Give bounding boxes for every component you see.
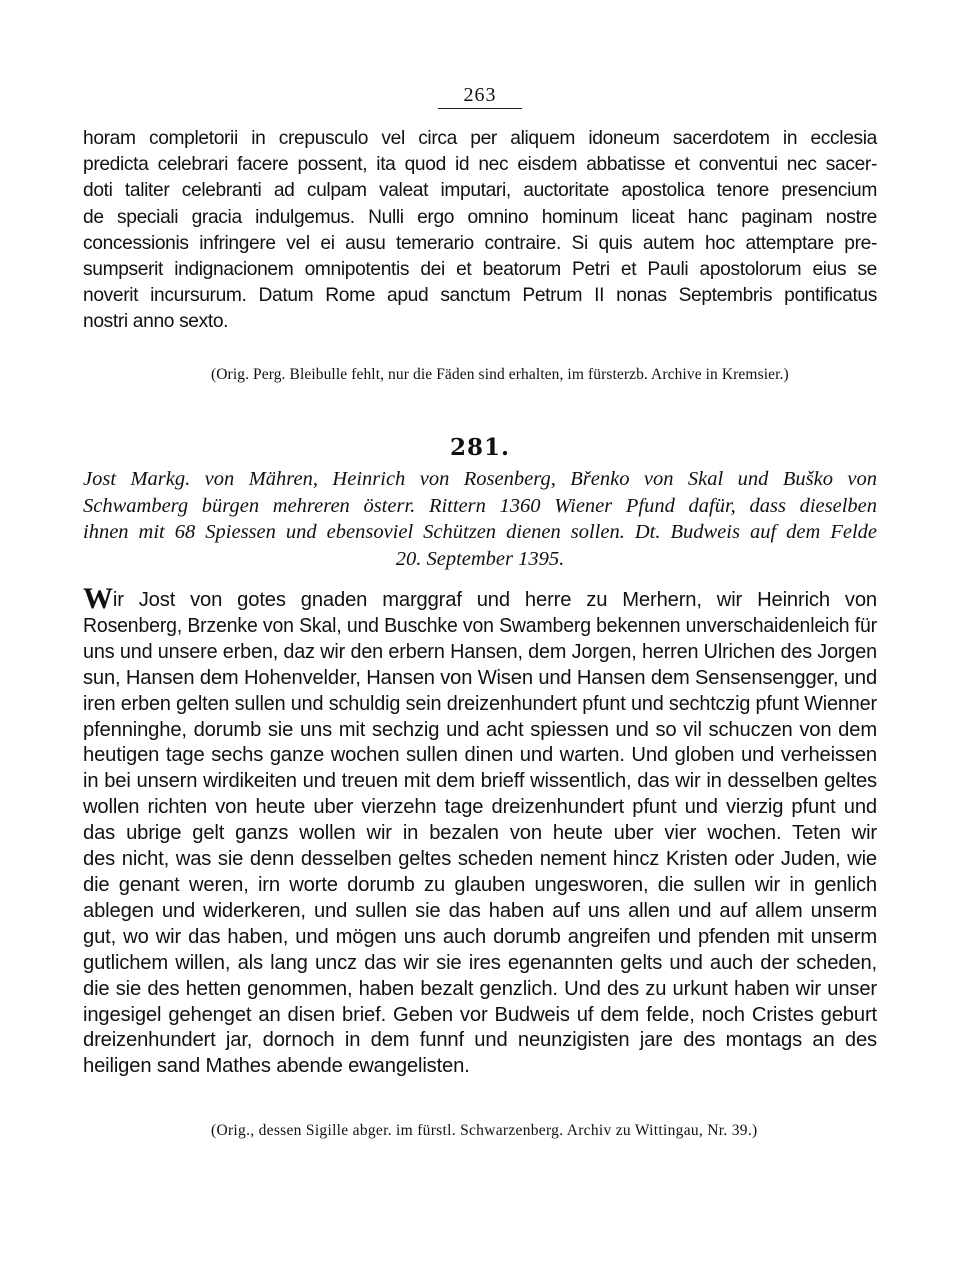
document-number: 281. — [449, 434, 511, 461]
text-line: die genant weren, irn worte dorumb zu glauben ungesworen, die sullen wir in genlich — [83, 873, 877, 896]
page-number: 263 — [463, 84, 497, 106]
text-line: heutigen tage sechs ganze wochen sullen dinen und warten. Und globen und verheissen — [83, 744, 877, 767]
text-line: das ubrige gelt ganzs wollen wir in bezalen von heute uber vier wochen. Teten wir — [83, 822, 877, 845]
text-line: dreizenhundert jar, dornoch in dem funnf und neunzigisten jare des montags an des — [83, 1029, 877, 1052]
text-line: des nicht, was sie denn desselben geltes scheden nement hincz Kristen oder Juden, wie — [83, 848, 877, 871]
text-line: nostri anno sexto. — [83, 311, 229, 333]
text-line: pfenninghe, dorumb sie uns mit sechzig und acht spiessen und so vil schuczen von dem — [83, 718, 877, 741]
source-note: (Orig., dessen Sigille abger. im fürstl. Schwarzenberg. Archiv zu Wittingau, Nr. 39.) — [211, 1122, 758, 1139]
text-line: doti taliter celebranti ad culpam valeat imputari, auctoritate apostolica tenore presencium — [83, 180, 877, 202]
text-line: gut, wo wir das haben, und mögen uns auch dorumb angreifen und pfenden mit unserm — [83, 925, 877, 948]
text-line: ingesigel gehenget an disen brief. Geben vor Budweis uf dem felde, noch Cristes geburt — [83, 1003, 877, 1026]
text-line: Rosenberg, Brzenke von Skal, und Buschke von Swamberg bekennen unverschaidenleich für — [83, 614, 878, 637]
text-line: in bei unsern wirdikeiten und treuen mit dem brieff wissentlich, das wir in desselben geltes — [83, 770, 877, 793]
text-line: heiligen sand Mathes abende ewangelisten. — [83, 1055, 470, 1078]
text-line: wollen richten von heute uber vierzehn tage dreizenhundert pfunt und vierzig pfunt und — [83, 796, 877, 819]
text-line: sun, Hansen dem Hohenvelder, Hansen von Wisen und Hansen dem Sensensengger, und — [83, 666, 878, 689]
summary-line: Schwamberg bürgen mehreren österr. Rittern 1360 Wiener Pfund dafür, dass dieselben — [83, 494, 877, 517]
text-line: concessionis infringere vel ei ausu temerario contraire. Si quis autem hoc attemptare pre- — [83, 232, 877, 254]
summary-date: 20. September 1395. — [395, 547, 565, 570]
first-line-rest: ir Jost von gotes gnaden marggraf und herre zu Merhern, wir Heinrich von — [112, 589, 877, 611]
text-line: sumpserit indignacionem omnipotentis dei et beatorum Petri et Pauli apostolorum eius se — [83, 259, 877, 281]
summary-line: Jost Markg. von Mähren, Heinrich von Rosenberg, Břenko von Skal und Buško von — [83, 468, 877, 490]
text-line: noverit incursurum. Datum Rome apud sanctum Petrum II nonas Septembris pontificatus — [83, 285, 877, 307]
text-line: ablegen und widerkeren, und sullen sie das haben auf uns allen und auf allem unserm — [83, 899, 877, 922]
summary-line: ihnen mit 68 Spiessen und ebensoviel Schützen dienen sollen. Dt. Budweis auf dem Felde — [83, 521, 877, 543]
text-line: die sie des hetten genommen, haben bezalt genzlich. Und des zu urkunt haben wir unser — [83, 977, 877, 1000]
text-line: iren erben gelten sullen und schuldig sein dreizenhundert pfunt und sechtczig pfunt Wienner — [83, 692, 878, 715]
text-line: gutlichem willen, als lang uncz das wir sie ires egenannten gelts und auch der scheden, — [83, 951, 877, 974]
initial-letter: W — [83, 582, 113, 615]
text-line: predicta celebrari facere possent, ita quod id nec eisdem abbatisse et conventui nec sacer- — [83, 154, 877, 176]
source-note: (Orig. Perg. Bleibulle fehlt, nur die Fäden sind erhalten, im fürsterzb. Archive in Kremsier.) — [211, 366, 789, 383]
header-rule — [438, 108, 522, 109]
page-header — [83, 84, 877, 109]
text-line: de speciali gracia indulgemus. Nulli ergo omnino hominum liceat hanc paginam nostre — [83, 206, 877, 228]
preceding-document-text — [83, 126, 877, 336]
text-line: uns und unsere erben, daz wir den erbern Hansen, dem Jorgen, herren Ulrichen des Jorgen — [83, 640, 877, 663]
document-text — [83, 582, 878, 1080]
text-line: horam completorii in crepusculo vel circa per aliquem idoneum sacerdotem in ecclesia — [83, 128, 877, 149]
first-text-line — [83, 582, 877, 615]
document-summary — [83, 466, 877, 572]
